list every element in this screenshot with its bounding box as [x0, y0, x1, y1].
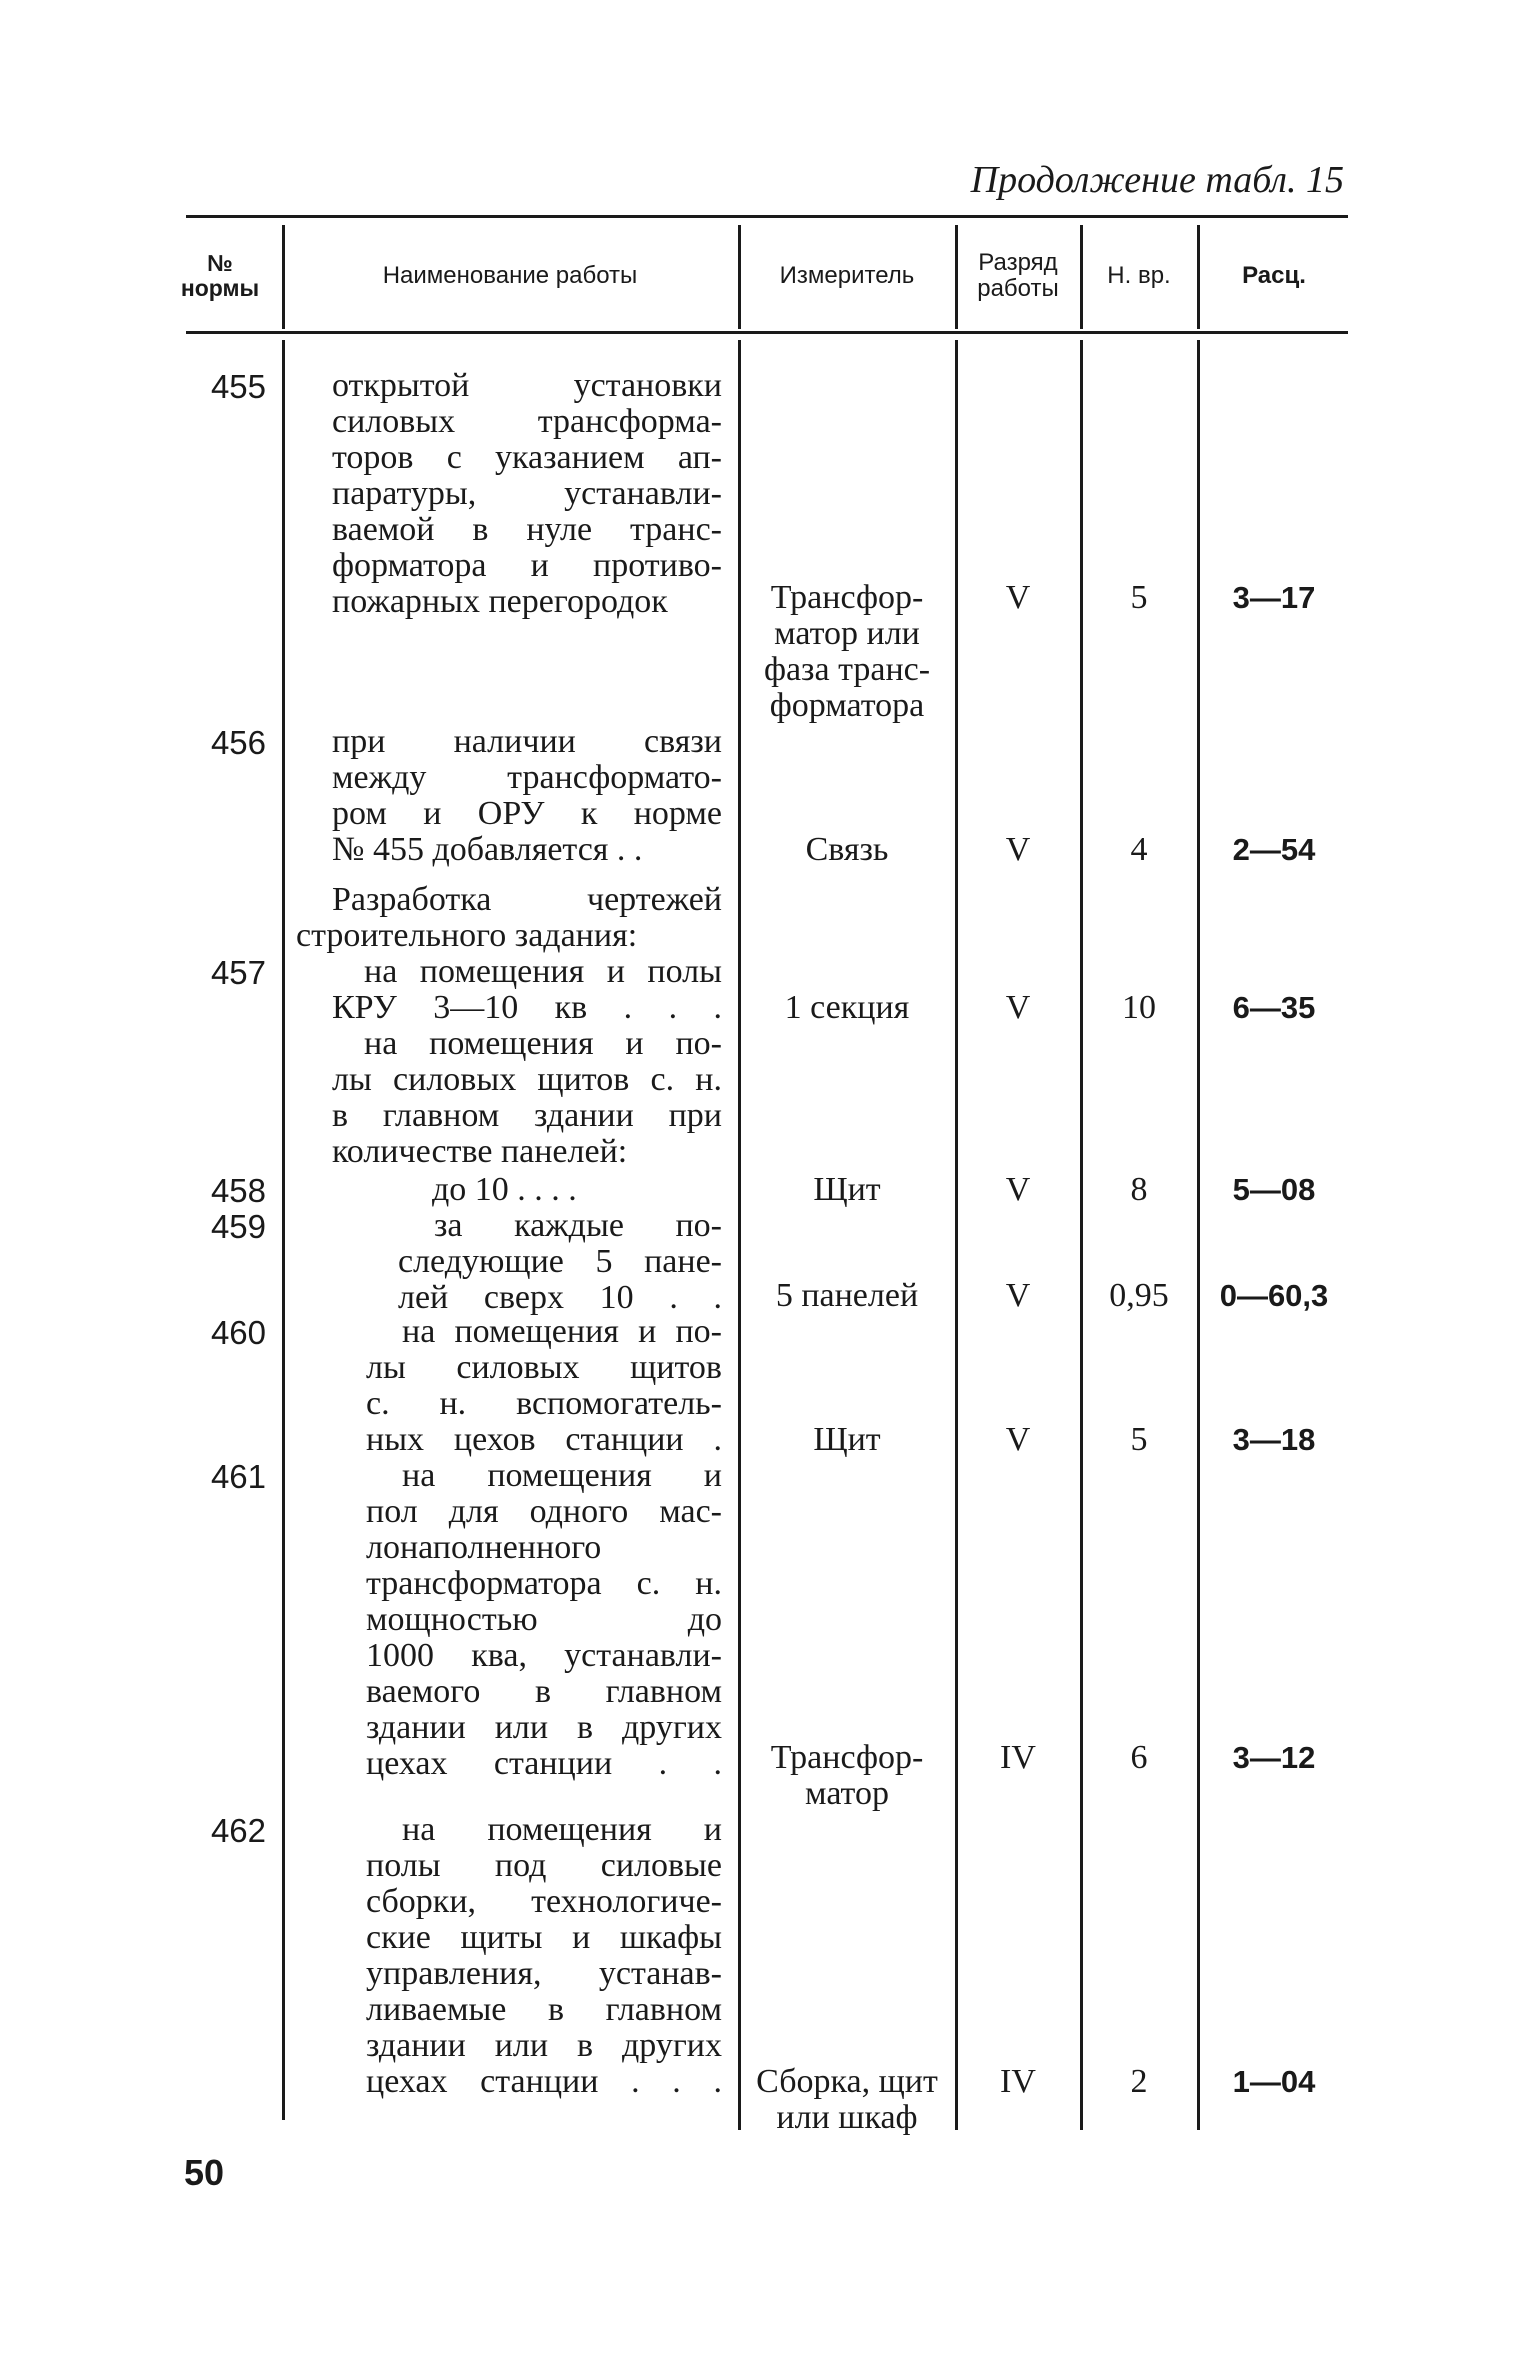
time-cell: 5	[1130, 579, 1148, 616]
time-cell: 8	[1130, 1171, 1148, 1208]
work-description: при наличии связи между трансформато- ром и ОРУ к норме № 455 добавляется . .	[332, 723, 722, 868]
norm-number: 455	[210, 368, 266, 405]
unit-cell: Щит	[813, 1171, 881, 1208]
time-cell: 4	[1130, 831, 1148, 868]
work-description: на помещения и полы КРУ 3—10 кв . . .	[332, 953, 722, 1026]
header-rate: Расц.	[1242, 261, 1306, 289]
section-heading: Разработка чертежей строительного задания:	[296, 881, 722, 954]
grade-cell: V	[1005, 1421, 1031, 1458]
grade-cell: V	[1005, 989, 1031, 1026]
time-cell: 10	[1122, 989, 1156, 1026]
norm-number: 460	[210, 1314, 266, 1351]
rate-cell: 2—54	[1232, 832, 1316, 867]
norm-number: 457	[210, 954, 266, 991]
time-cell: 2	[1130, 2063, 1148, 2100]
work-description: до 10 . . . .	[432, 1171, 577, 1208]
rate-cell: 0—60,3	[1219, 1278, 1329, 1313]
rate-cell: 5—08	[1232, 1172, 1316, 1207]
norm-number: 458	[210, 1172, 266, 1209]
rate-cell: 3—12	[1232, 1740, 1316, 1775]
work-description: на помещения и полы под силовые сборки, технологиче- ские щиты и шкафы управления, устанав- ливаемые в главном здании или в других цехах станции . . .	[366, 1811, 722, 2100]
subsection-intro: на помещения и по- лы силовых щитов с. н. в главном здании при количестве панелей:	[332, 1025, 722, 1170]
header-work-name: Наименование работы	[382, 261, 638, 289]
norm-number: 456	[210, 724, 266, 761]
rate-cell: 6—35	[1232, 990, 1316, 1025]
column-divider	[282, 340, 285, 2120]
time-cell: 0,95	[1109, 1277, 1169, 1314]
rate-cell: 3—17	[1232, 580, 1316, 615]
page-number: 50	[184, 2152, 225, 2193]
time-cell: 6	[1130, 1739, 1148, 1776]
unit-cell: Трансфор- матор или фаза транс- форматора	[763, 579, 931, 724]
unit-cell: Щит	[813, 1421, 881, 1458]
norm-number: 459	[210, 1208, 266, 1245]
unit-cell: Трансфор- матор	[770, 1739, 924, 1812]
work-description: открытой установки силовых трансформа- торов с указанием ап- паратуры, устанавли- ваемой в нуле транс- форматора и противо- пожарных перегородок	[332, 367, 722, 620]
norm-number: 461	[210, 1458, 266, 1495]
work-description: на помещения и по- лы силовых щитов с. н. вспомогатель- ных цехов станции .	[366, 1313, 722, 1458]
grade-cell: V	[1005, 579, 1031, 616]
work-description: за каждые по- следующие 5 пане- лей сверх 10 . .	[398, 1207, 722, 1316]
header-grade: Разряд работы	[977, 248, 1059, 302]
rate-cell: 3—18	[1232, 1422, 1316, 1457]
unit-cell: Сборка, щит или шкаф	[756, 2063, 938, 2136]
grade-cell: V	[1005, 1277, 1031, 1314]
header-time: Н. вр.	[1107, 261, 1171, 289]
norm-number: 462	[210, 1812, 266, 1849]
time-cell: 5	[1130, 1421, 1148, 1458]
work-description: на помещения и пол для одного мас- лонаполненного трансформатора с. н. мощностью до 1000 ква, устанавли- ваемого в главном здании или в других цехах станции . .	[366, 1457, 722, 1782]
unit-cell: 1 секция	[784, 989, 910, 1026]
grade-cell: IV	[1000, 1739, 1036, 1776]
column-divider	[738, 340, 741, 2130]
unit-cell: 5 панелей	[775, 1277, 919, 1314]
table-continuation-caption: Продолжение табл. 15	[970, 159, 1344, 201]
unit-cell: Связь	[805, 831, 889, 868]
grade-cell: V	[1005, 831, 1031, 868]
rate-cell: 1—04	[1232, 2064, 1316, 2099]
header-norm-number: № нормы	[180, 249, 260, 301]
grade-cell: V	[1005, 1171, 1031, 1208]
grade-cell: IV	[1000, 2063, 1036, 2100]
header-unit: Измеритель	[779, 261, 915, 289]
